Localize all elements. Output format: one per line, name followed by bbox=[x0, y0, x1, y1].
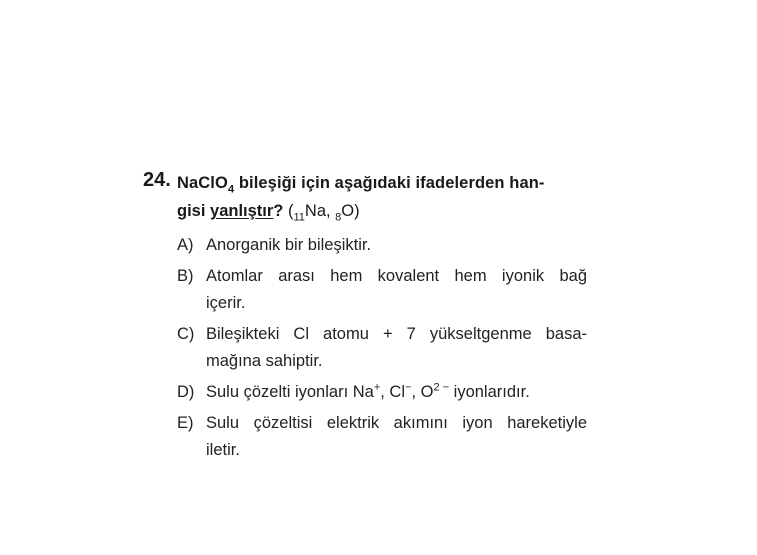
option-d-mid-2: , O bbox=[411, 383, 434, 401]
option-text bbox=[177, 379, 587, 406]
stem-underlined-word: yanlıştır bbox=[210, 202, 274, 220]
option-c[interactable] bbox=[177, 321, 587, 375]
na-atomic-number: 11 bbox=[293, 211, 305, 224]
stem-line-2 bbox=[177, 197, 587, 225]
option-b-line-1: Atomlar arası hem kovalent hem iyonik bağ bbox=[206, 267, 587, 285]
option-a-line-1: Anorganik bir bileşiktir. bbox=[206, 236, 372, 254]
option-text bbox=[177, 263, 587, 317]
o-atomic-number: 8 bbox=[335, 211, 342, 224]
option-c-line-1: Bileşikteki Cl atomu + 7 yükseltgenme basa- bbox=[206, 325, 587, 343]
option-letter: E) bbox=[177, 414, 194, 432]
question-stem bbox=[177, 169, 587, 225]
formula-subscript: 4 bbox=[227, 183, 235, 196]
stem-line-1 bbox=[177, 169, 587, 197]
option-b-line-2: içerir. bbox=[206, 294, 246, 312]
o-symbol: O) bbox=[341, 202, 360, 220]
option-e[interactable] bbox=[177, 410, 587, 464]
answer-options bbox=[177, 232, 587, 468]
stem-line-1-rest: bileşiği için aşağıdaki ifadelerden han- bbox=[234, 174, 545, 192]
option-c-line-2: mağına sahiptir. bbox=[206, 352, 323, 370]
formula-base: NaClO bbox=[177, 174, 228, 192]
option-d-line-1 bbox=[206, 379, 587, 406]
na-ion-charge: + bbox=[373, 381, 381, 394]
option-letter: B) bbox=[177, 267, 194, 285]
stem-question-mark: ? bbox=[273, 202, 284, 220]
option-text bbox=[177, 232, 587, 259]
stem-line-2-pre: gisi bbox=[177, 202, 211, 220]
option-letter: D) bbox=[177, 383, 195, 401]
option-e-line-1: Sulu çözeltisi elektrik akımını iyon hareketiyle bbox=[206, 414, 587, 432]
question-number: 24. bbox=[143, 169, 171, 191]
na-symbol: Na, bbox=[304, 202, 336, 220]
option-letter: C) bbox=[177, 325, 195, 343]
option-letter: A) bbox=[177, 236, 194, 254]
option-d-mid-1: , Cl bbox=[380, 383, 406, 401]
o-ion-charge: 2 − bbox=[433, 381, 450, 394]
cl-ion-charge: − bbox=[405, 381, 412, 394]
option-text bbox=[177, 410, 587, 464]
atomic-open: ( bbox=[283, 202, 294, 220]
atomic-numbers bbox=[283, 202, 360, 224]
option-text bbox=[177, 321, 587, 375]
option-d-pre: Sulu çözelti iyonları Na bbox=[206, 383, 374, 401]
option-d[interactable] bbox=[177, 379, 587, 406]
option-a[interactable] bbox=[177, 232, 587, 259]
option-b[interactable] bbox=[177, 263, 587, 317]
option-d-post: iyonlarıdır. bbox=[449, 383, 530, 401]
option-e-line-2: iletir. bbox=[206, 441, 240, 459]
